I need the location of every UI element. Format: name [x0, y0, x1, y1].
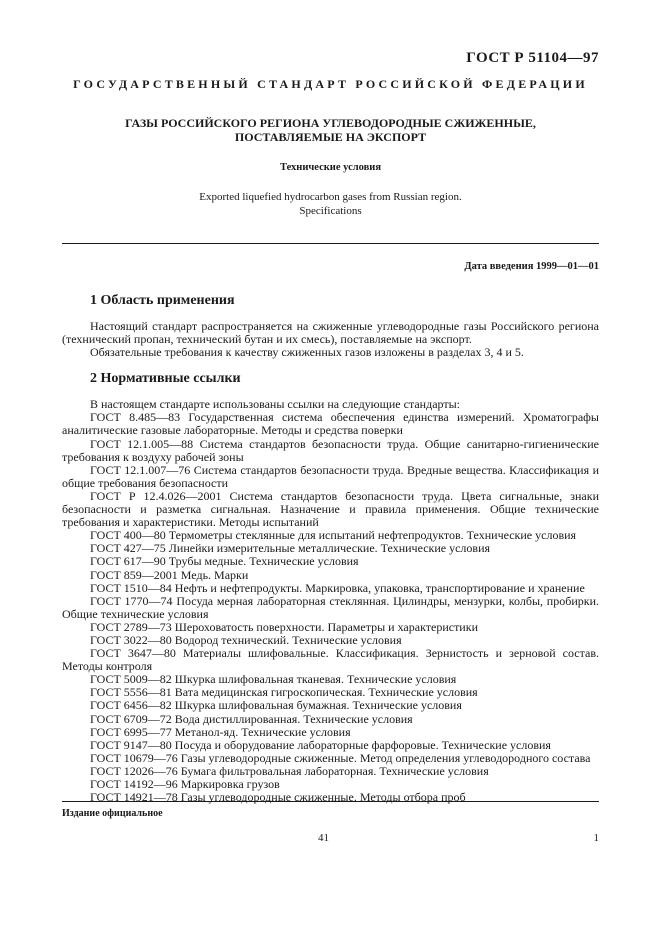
reference-item: ГОСТ 12.1.005—88 Система стандартов безопасности труда. Общие санитарно-гигиенические требования к воздуху рабочей зоны — [62, 436, 599, 464]
document-subtitle: Технические условия — [279, 162, 382, 173]
standard-code: ГОСТ Р 51104—97 — [466, 50, 599, 66]
organization-header: ГОСУДАРСТВЕННЫЙ СТАНДАРТ РОССИЙСКОЙ ФЕДЕРАЦИИ — [73, 77, 588, 91]
reference-item: ГОСТ 5556—81 Вата медицинская гигроскопическая. Технические условия — [90, 685, 478, 700]
reference-item: ГОСТ 427—75 Линейки измерительные металлические. Технические условия — [90, 541, 491, 556]
top-divider — [62, 243, 599, 244]
section-1-paragraph: Настоящий стандарт распространяется на сжиженные углеводородные газы Российского региона (технический пропан, технический бутан и их смесь), поставляемые на экспорт. — [62, 319, 599, 347]
reference-item: ГОСТ 14921—78 Газы углеводородные сжиженные. Методы отбора проб — [90, 790, 466, 805]
reference-item: ГОСТ 617—90 Трубы медные. Технические условия — [90, 554, 359, 569]
page-number-center: 41 — [318, 832, 329, 844]
title-line-1: ГАЗЫ РОССИЙСКОГО РЕГИОНА УГЛЕВОДОРОДНЫЕ СЖИЖЕННЫЕ, — [125, 116, 536, 130]
section-2-heading: 2 Нормативные ссылки — [90, 371, 241, 387]
english-title-line-1: Exported liquefied hydrocarbon gases from Russian region. — [199, 191, 462, 203]
reference-item: ГОСТ 8.485—83 Государственная система обеспечения единства измерений. Хроматографы аналитические газовые лабораторные. Методы и средства поверки — [62, 410, 599, 438]
reference-item: ГОСТ 400—80 Термометры стеклянные для испытаний нефтепродуктов. Технические условия — [90, 528, 577, 543]
reference-item: ГОСТ 1510—84 Нефть и нефтепродукты. Маркировка, упаковка, транспортирование и хранение — [90, 580, 585, 595]
document-body — [62, 293, 599, 804]
reference-list — [62, 411, 599, 804]
reference-item: ГОСТ 9147—80 Посуда и оборудование лабораторные фарфоровые. Технические условия — [90, 737, 551, 752]
title-line-2: ПОСТАВЛЯЕМЫЕ НА ЭКСПОРТ — [234, 130, 427, 144]
reference-item: ГОСТ 10679—76 Газы углеводородные сжиженные. Метод определения углеводородного состава — [90, 750, 591, 765]
document-title — [62, 116, 599, 144]
section-1-paragraph: Обязательные требования к качеству сжиженных газов изложены в разделах 3, 4 и 5. — [90, 345, 524, 360]
reference-item: ГОСТ 6995—77 Метанол-яд. Технические условия — [90, 724, 351, 739]
reference-item: ГОСТ 6456—82 Шкурка шлифовальная бумажная. Технические условия — [90, 698, 462, 713]
reference-item: ГОСТ 859—2001 Медь. Марки — [90, 567, 249, 582]
reference-item: ГОСТ 5009—82 Шкурка шлифовальная тканевая. Технические условия — [90, 672, 457, 687]
reference-item: ГОСТ 6709—72 Вода дистиллированная. Технические условия — [90, 711, 413, 726]
reference-item: ГОСТ 1770—74 Посуда мерная лабораторная стеклянная. Цилиндры, мензурки, колбы, пробирки. Общие технические условия — [62, 593, 599, 621]
page-number-right: 1 — [593, 832, 599, 844]
spacer — [62, 359, 599, 371]
section-2-intro: В настоящем стандарте использованы ссылки на следующие стандарты: — [90, 397, 461, 412]
english-title-line-2: Specifications — [299, 205, 362, 217]
introduction-date: Дата введения 1999—01—01 — [464, 261, 599, 272]
edition-note: Издание официальное — [62, 808, 163, 819]
reference-item: ГОСТ 3022—80 Водород технический. Технические условия — [90, 632, 402, 647]
reference-item: ГОСТ 2789—73 Шероховатость поверхности. Параметры и характеристики — [90, 619, 478, 634]
section-1-heading: 1 Область применения — [90, 293, 235, 308]
reference-item: ГОСТ 12026—76 Бумага фильтровальная лабораторная. Технические условия — [90, 763, 489, 778]
reference-item: ГОСТ 14192—96 Маркировка грузов — [90, 777, 280, 791]
reference-item: ГОСТ Р 12.4.026—2001 Система стандартов безопасности труда. Цвета сигнальные, знаки безопасности и разметка сигнальная. Назначение и правила применения. Общие технические требования и характеристики. Методы испытаний — [62, 488, 599, 530]
reference-item: ГОСТ 3647—80 Материалы шлифовальные. Классификация. Зернистость и зерновой состав. Методы контроля — [62, 646, 599, 674]
reference-item: ГОСТ 12.1.007—76 Система стандартов безопасности труда. Вредные вещества. Классификация и общие требования безопасности — [62, 462, 599, 490]
english-title — [62, 190, 599, 218]
bottom-divider — [62, 801, 599, 802]
